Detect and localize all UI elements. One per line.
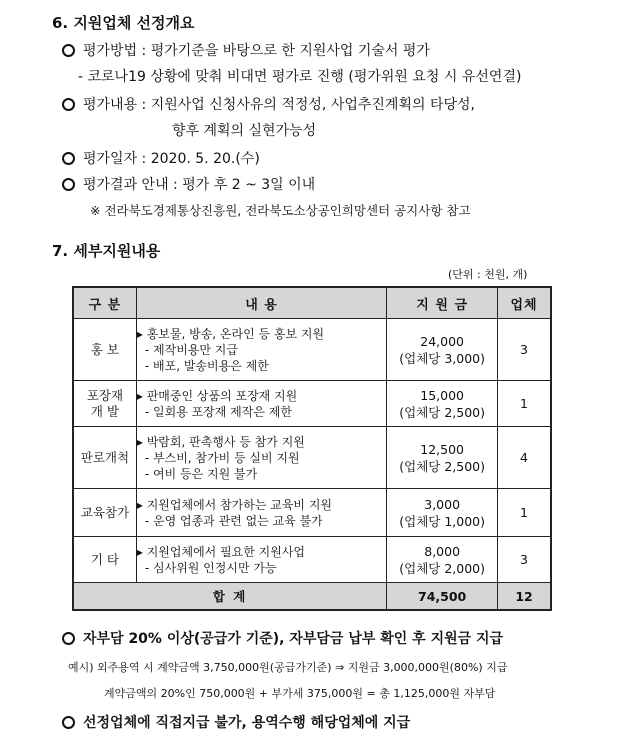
section7-title: 7. 세부지원내용 [52, 242, 161, 260]
row-amount-total: 15,000 [420, 387, 465, 403]
method-text: 평가기준을 바탕으로 한 지원사업 기술서 평가 [150, 43, 430, 59]
row-content [136, 319, 386, 381]
total-label: 합 계 [73, 583, 387, 611]
section6-item-method: 평가방법 : 평가기준을 바탕으로 한 지원사업 기술서 평가 [62, 40, 430, 60]
section6-item-content: 평가내용 : 지원사업 신청사유의 적정성, 사업추진계획의 타당성, [62, 94, 475, 114]
notice-note: ※ 전라북도경제통상진흥원, 전라북도소상공인희망센터 공지사항 참고 [90, 203, 471, 218]
row-content [136, 489, 386, 537]
row-count: 3 [498, 537, 551, 583]
section6-title: 6. 지원업체 선정개요 [52, 14, 195, 32]
row-sub: - 부스비, 참가비 등 실비 지원 [144, 450, 300, 465]
header-amount: 지 원 금 [387, 287, 498, 319]
row-category-line: 포장재 [86, 387, 124, 403]
row-category: 홍 보 [73, 319, 136, 381]
footer-line1-text: 자부담 20% 이상(공급가 기준), 자부담금 납부 확인 후 지원금 지급 [83, 631, 504, 647]
row-category-line: 개 발 [90, 403, 119, 419]
row-sub: - 일회용 포장재 제작은 제한 [144, 404, 292, 419]
row-amount-per: (업체당 3,000) [399, 350, 486, 366]
row-amount-per: (업체당 1,000) [399, 513, 486, 529]
row-amount [387, 319, 498, 381]
result-text: 평가 후 2 ~ 3일 이내 [182, 177, 316, 193]
support-table [72, 286, 552, 611]
row-sub: - 제작비용만 지급 [144, 342, 238, 357]
table-row [73, 427, 551, 489]
date-label: 평가일자 [83, 151, 138, 167]
row-count: 1 [498, 489, 551, 537]
row-count: 3 [498, 319, 551, 381]
row-bullet: ▸ 판매중인 상품의 포장재 지원 [136, 388, 298, 403]
row-sub: - 여비 등은 지원 불가 [144, 466, 258, 481]
row-amount-total: 8,000 [424, 543, 461, 559]
header-count: 업체 [498, 287, 551, 319]
row-amount [387, 427, 498, 489]
result-label: 평가결과 안내 [83, 177, 169, 193]
total-amount: 74,500 [387, 583, 498, 611]
row-count: 4 [498, 427, 551, 489]
row-amount-total: 12,500 [420, 441, 465, 457]
row-count: 1 [498, 381, 551, 427]
table-row [73, 381, 551, 427]
row-bullet: ▸ 지원업체에서 필요한 지원사업 [136, 544, 306, 559]
table-row [73, 319, 551, 381]
row-amount-per: (업체당 2,500) [399, 458, 486, 474]
table-header-row [73, 287, 551, 319]
section6-item-result: 평가결과 안내 : 평가 후 2 ~ 3일 이내 [62, 174, 315, 194]
row-amount-total: 24,000 [420, 333, 465, 349]
row-content [136, 537, 386, 583]
row-sub: - 배포, 발송비용은 제한 [144, 358, 269, 373]
total-row [73, 583, 551, 611]
table-row [73, 537, 551, 583]
table-row [73, 489, 551, 537]
row-amount [387, 381, 498, 427]
header-content: 내 용 [136, 287, 386, 319]
example-line1: 예시) 외주용역 시 계약금액 3,750,000원(공급가기준) ⇒ 지원금 3,000,000원(80%) 지급 [68, 661, 508, 674]
row-sub: - 운영 업종과 관련 없는 교육 불가 [144, 513, 323, 528]
circle-bullet-icon [62, 152, 75, 165]
row-category: 기 타 [73, 537, 136, 583]
row-category: 판로개척 [73, 427, 136, 489]
row-bullet: ▸ 지원업체에서 참가하는 교육비 지원 [136, 497, 333, 512]
row-content [136, 427, 386, 489]
row-amount-per: (업체당 2,500) [399, 404, 486, 420]
method-sub-text: - 코로나19 상황에 맞춰 비대면 평가로 진행 (평가위원 요청 시 유선연결) [78, 69, 522, 85]
circle-bullet-icon [62, 632, 75, 645]
row-bullet: ▸ 홍보물, 방송, 온라인 등 홍보 지원 [136, 326, 325, 341]
circle-bullet-icon [62, 44, 75, 57]
row-bullet: ▸ 박람회, 판촉행사 등 참가 지원 [136, 434, 305, 449]
content-continuation: 향후 계획의 실현가능성 [172, 123, 317, 139]
row-category: 교육참가 [73, 489, 136, 537]
circle-bullet-icon [62, 178, 75, 191]
row-amount [387, 489, 498, 537]
row-amount-total: 3,000 [424, 496, 461, 512]
footer-line2 [62, 712, 410, 732]
example-line2: 계약금액의 20%인 750,000원 + 부가세 375,000원 = 총 1,125,000원 자부담 [104, 687, 496, 700]
section6-item-date: 평가일자 : 2020. 5. 20.(수) [62, 148, 260, 168]
unit-label: (단위 : 천원, 개) [448, 268, 528, 281]
row-category [73, 381, 136, 427]
footer-line1 [62, 628, 503, 648]
row-sub: - 심사위원 인정시만 가능 [144, 560, 277, 575]
header-category: 구 분 [73, 287, 136, 319]
circle-bullet-icon [62, 98, 75, 111]
date-text: 2020. 5. 20.(수) [150, 151, 260, 167]
total-count: 12 [498, 583, 551, 611]
row-amount-per: (업체당 2,000) [399, 560, 486, 576]
method-label: 평가방법 [83, 43, 138, 59]
circle-bullet-icon [62, 716, 75, 729]
row-content [136, 381, 386, 427]
row-amount [387, 537, 498, 583]
content-text: 지원사업 신청사유의 적정성, 사업추진계획의 타당성, [150, 97, 475, 113]
content-label: 평가내용 [83, 97, 138, 113]
footer-line2-text: 선정업체에 직접지급 불가, 용역수행 해당업체에 지급 [83, 715, 411, 731]
